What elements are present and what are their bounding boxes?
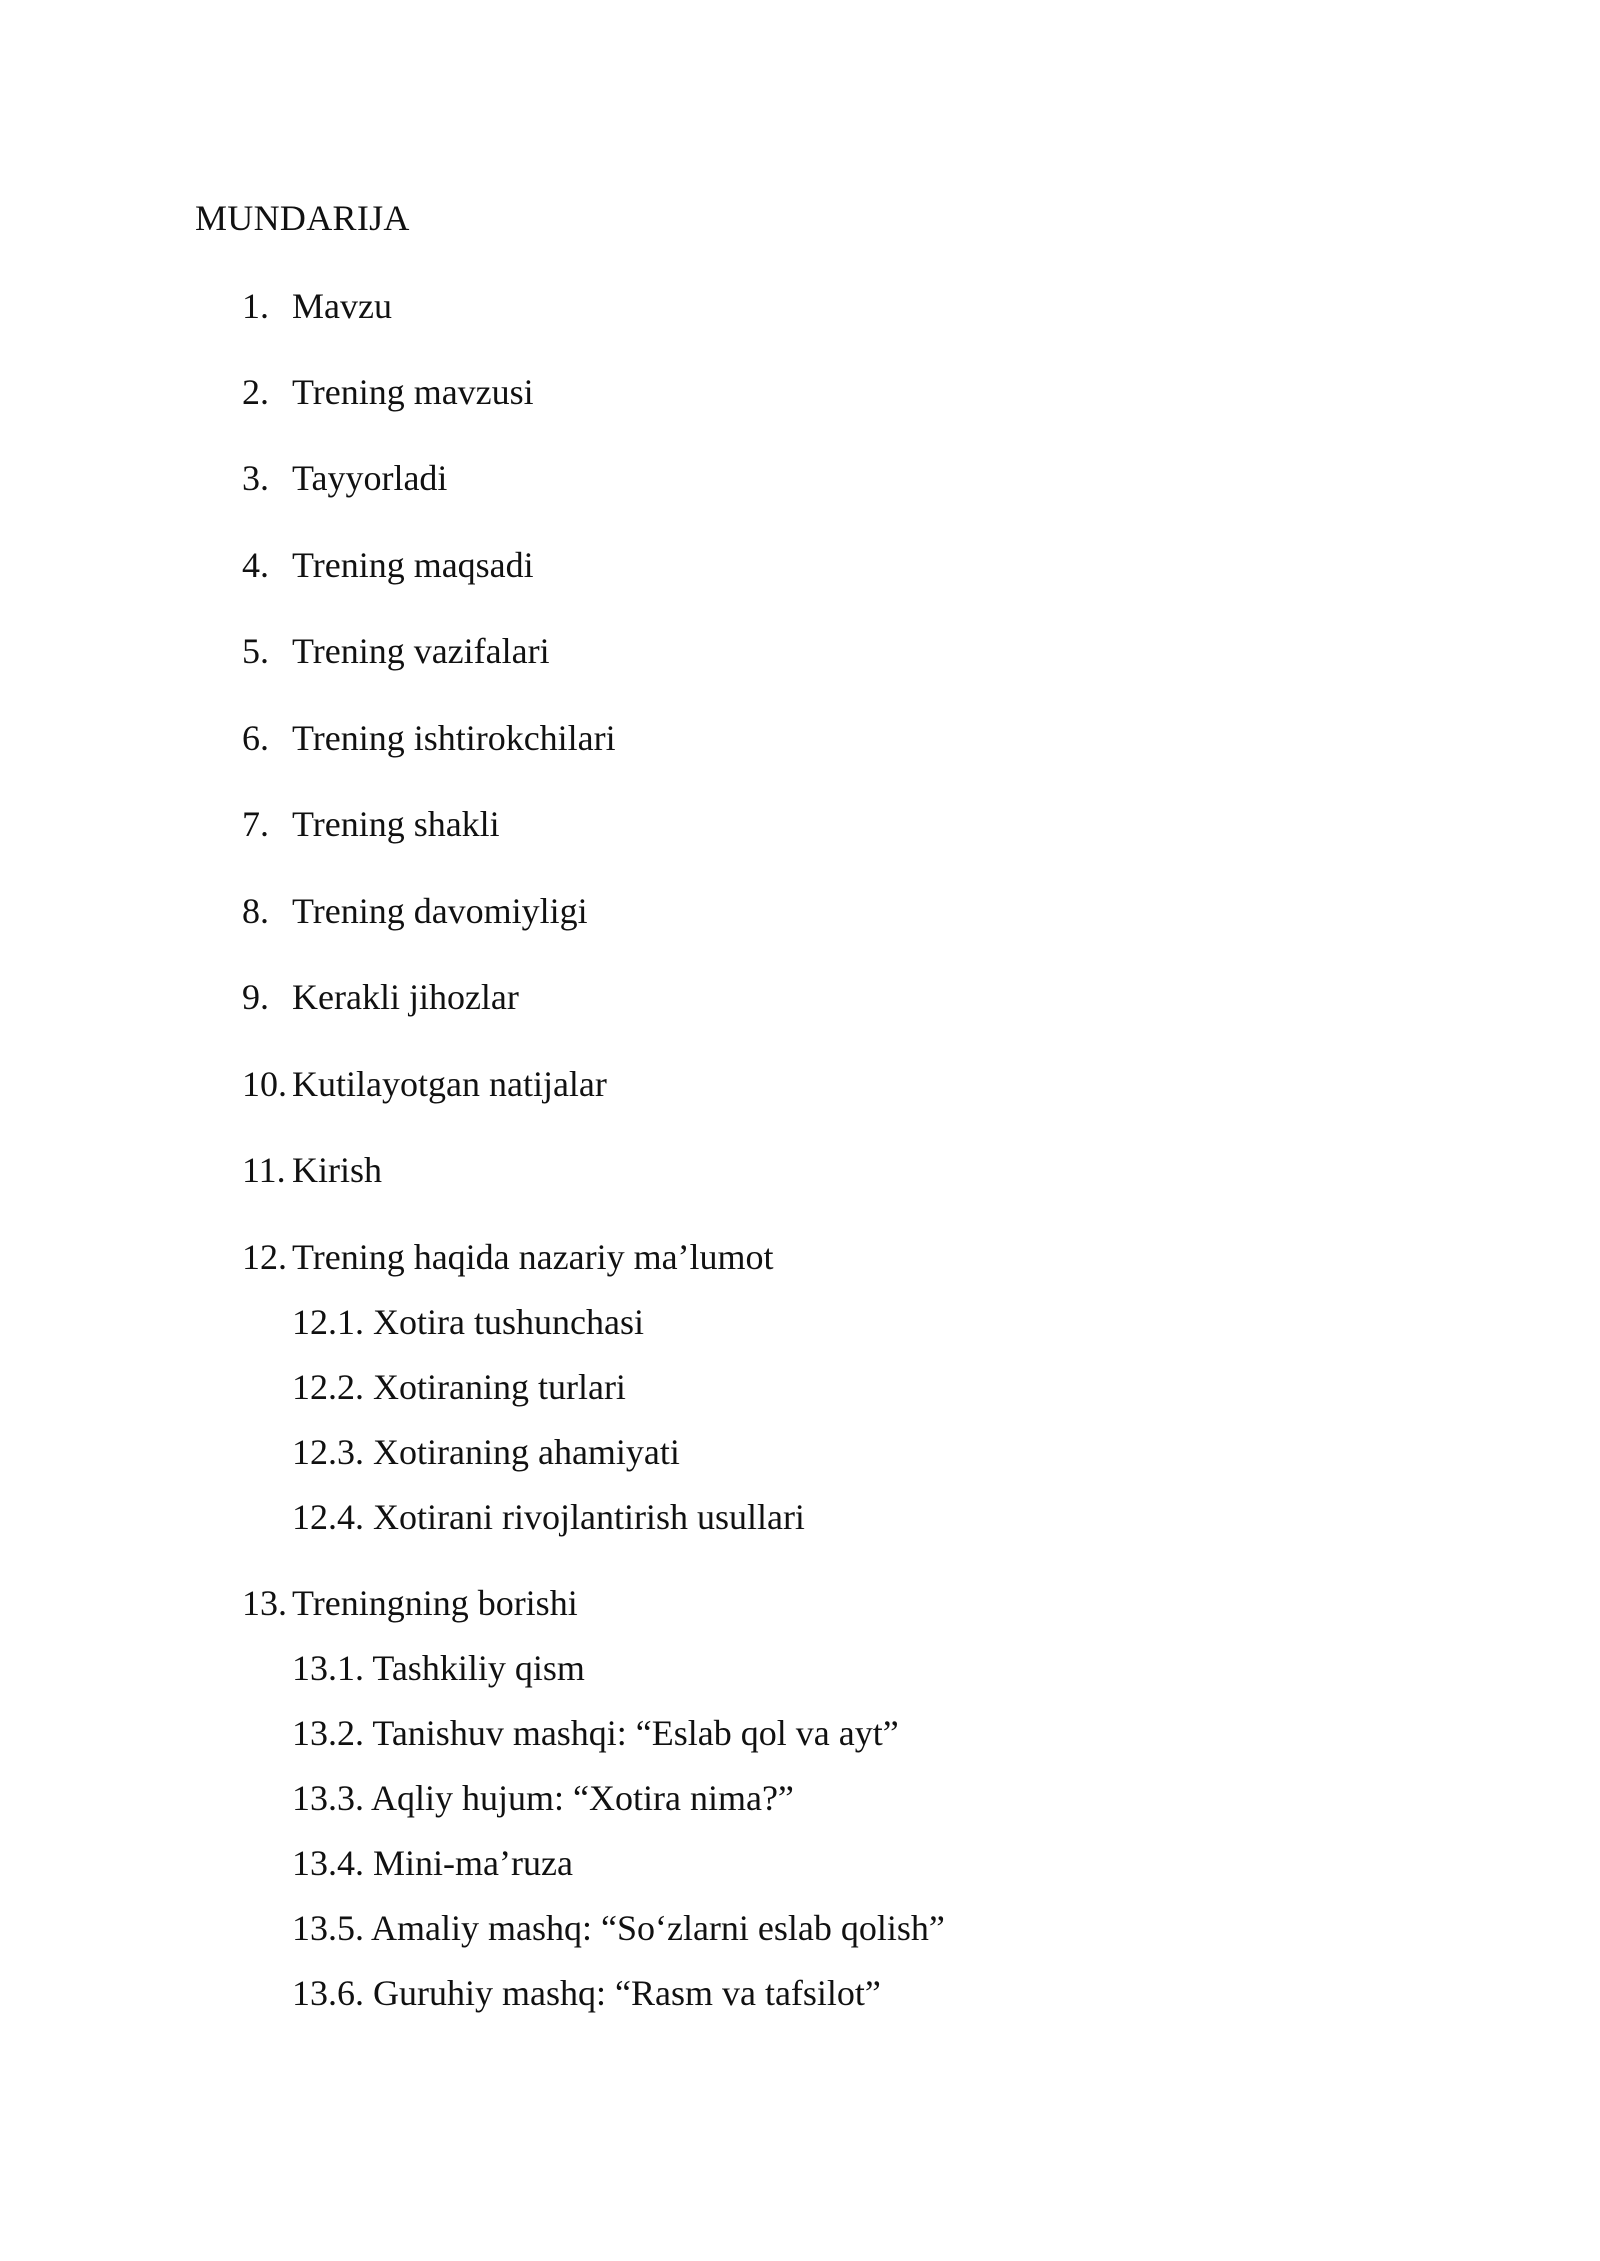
toc-item-number: 12. [242, 1237, 287, 1277]
toc-item-label: Kutilayotgan natijalar [292, 1064, 607, 1104]
toc-item-number: 2. [242, 372, 269, 412]
toc-item [242, 1146, 382, 1194]
toc-item-number: 8. [242, 891, 269, 931]
toc-subitem: 12.2. Xotiraning turlari [292, 1367, 626, 1407]
toc-item [242, 887, 588, 935]
toc-item [242, 1579, 578, 1627]
toc-subitem: 13.4. Mini-ma’ruza [292, 1843, 573, 1883]
toc-item [242, 368, 534, 416]
toc-item-number: 4. [242, 545, 269, 585]
toc-item-label: Trening davomiyligi [292, 891, 588, 931]
toc-item-number: 3. [242, 458, 269, 498]
toc-item [242, 1060, 607, 1108]
toc-item-label: Trening ishtirokchilari [292, 718, 616, 758]
toc-subitem: 13.1. Tashkiliy qism [292, 1648, 585, 1688]
toc-item-number: 5. [242, 631, 269, 671]
toc-subitem: 13.5. Amaliy mashq: “So‘zlarni eslab qolish” [292, 1908, 945, 1948]
toc-item-number: 7. [242, 804, 269, 844]
toc-item-label: Mavzu [292, 286, 392, 326]
toc-item-label: Tayyorladi [292, 458, 448, 498]
toc-item-label: Trening maqsadi [292, 545, 534, 585]
toc-subitem: 13.2. Tanishuv mashqi: “Eslab qol va ayt” [292, 1713, 899, 1753]
toc-item [242, 541, 534, 589]
toc-item-label: Kerakli jihozlar [292, 977, 519, 1017]
toc-subitem: 13.3. Aqliy hujum: “Xotira nima?” [292, 1778, 794, 1818]
toc-item-label: Trening haqida nazariy ma’lumot [292, 1237, 774, 1277]
toc-item-number: 9. [242, 977, 269, 1017]
toc-item-number: 6. [242, 718, 269, 758]
toc-item [242, 454, 448, 502]
toc-item [242, 1233, 774, 1281]
toc-subitem: 12.3. Xotiraning ahamiyati [292, 1432, 680, 1472]
toc-item [242, 714, 616, 762]
toc-item-number: 10. [242, 1064, 287, 1104]
toc-item [242, 282, 392, 330]
toc-item-number: 1. [242, 286, 269, 326]
toc-subitem: 13.6. Guruhiy mashq: “Rasm va tafsilot” [292, 1973, 881, 2013]
toc-item-label: Trening mavzusi [292, 372, 534, 412]
toc-item [242, 627, 550, 675]
toc-item-label: Kirish [292, 1150, 382, 1190]
toc-item-number: 11. [242, 1150, 286, 1190]
toc-item-label: Trening vazifalari [292, 631, 550, 671]
toc-subitem: 12.4. Xotirani rivojlantirish usullari [292, 1497, 805, 1537]
toc-item-label: Trening shakli [292, 804, 500, 844]
toc-item-label: Treningning borishi [292, 1583, 578, 1623]
toc-item [242, 973, 519, 1021]
toc-subitem: 12.1. Xotira tushunchasi [292, 1302, 644, 1342]
page-title: MUNDARIJA [195, 198, 410, 238]
toc-item-number: 13. [242, 1583, 287, 1623]
toc-item [242, 800, 500, 848]
